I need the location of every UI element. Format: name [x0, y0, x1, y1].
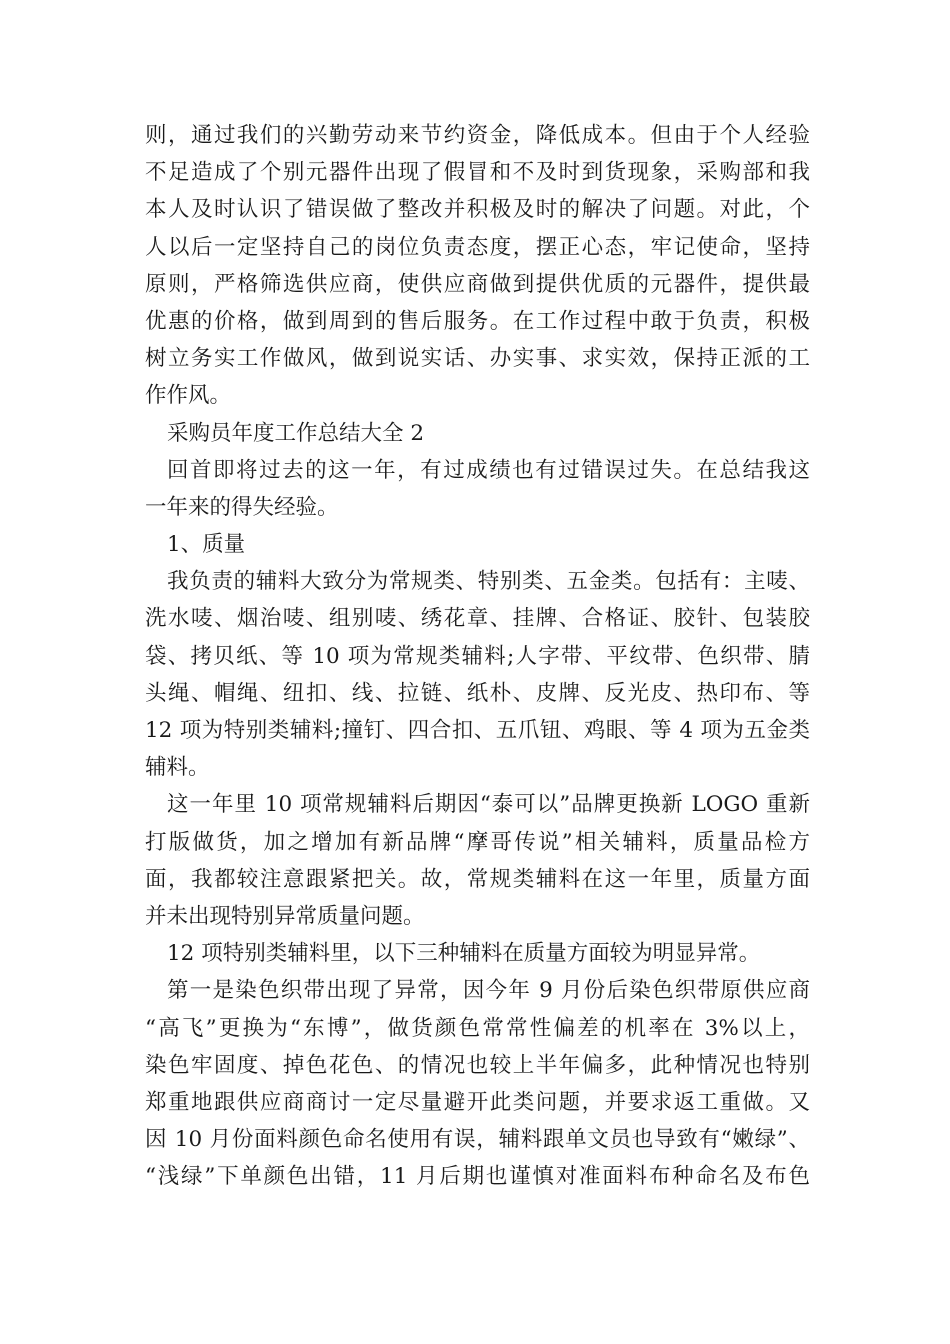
text-line: 袋、拷贝纸、等 10 项为常规类辅料;人字带、平纹带、色织带、腈 — [145, 643, 810, 669]
text-line: 1、质量 — [167, 532, 246, 558]
text-line: 则，通过我们的兴勤劳动来节约资金，降低成本。但由于个人经验 — [145, 123, 810, 148]
text-line: 原则，严格筛选供应商，使供应商做到提供优质的元器件，提供最 — [145, 271, 810, 297]
text-line: 人以后一定坚持自己的岗位负责态度，摆正心态，牢记使命，坚持 — [145, 234, 810, 260]
text-line: 打版做货，加之增加有新品牌“摩哥传说”相关辅料，质量品检方 — [145, 829, 810, 855]
text-line: 本人及时认识了错误做了整改并积极及时的解决了问题。对此，个 — [145, 197, 810, 223]
text-line: “浅绿”下单颜色出错，11 月后期也谨慎对准面料布种命名及布色 — [145, 1164, 810, 1190]
text-line: 我负责的辅料大致分为常规类、特别类、五金类。包括有：主唛、 — [167, 569, 810, 595]
text-line: “高飞”更换为“东博”，做货颜色常常性偏差的机率在 3%以上， — [145, 1015, 810, 1041]
text-line: 采购员年度工作总结大全 2 — [167, 420, 425, 446]
text-line: 树立务实工作做风，做到说实话、办实事、求实效，保持正派的工 — [145, 346, 810, 372]
text-line: 并未出现特别异常质量问题。 — [145, 903, 425, 929]
text-line: 洗水唛、烟治唛、组别唛、绣花章、挂牌、合格证、胶针、包装胶 — [145, 606, 810, 632]
text-line: 郑重地跟供应商商讨一定尽量避开此类问题，并要求返工重做。又 — [145, 1089, 810, 1115]
text-line: 面，我都较注意跟紧把关。故，常规类辅料在这一年里，质量方面 — [145, 866, 810, 892]
text-line: 不足造成了个别元器件出现了假冒和不及时到货现象，采购部和我 — [145, 160, 810, 186]
text-line: 第一是染色织带出现了异常，因今年 9 月份后染色织带原供应商 — [167, 978, 810, 1004]
text-line: 这一年里 10 项常规辅料后期因“泰可以”品牌更换新 LOGO 重新 — [167, 792, 810, 818]
text-line: 12 项为特别类辅料;撞钉、四合扣、五爪钮、鸡眼、等 4 项为五金类 — [145, 718, 810, 743]
text-line: 因 10 月份面料颜色命名使用有误，辅料跟单文员也导致有“嫩绿”、 — [145, 1127, 810, 1153]
text-line: 染色牢固度、掉色花色、的情况也较上半年偏多，此种情况也特别 — [145, 1052, 810, 1078]
text-line: 头绳、帽绳、纽扣、线、拉链、纸朴、皮牌、反光皮、热印布、等 — [145, 680, 810, 706]
text-line: 优惠的价格，做到周到的售后服务。在工作过程中敢于负责，积极 — [145, 308, 810, 334]
text-line: 一年来的得失经验。 — [145, 494, 339, 520]
document-body — [145, 117, 810, 1195]
text-line: 辅料。 — [145, 755, 210, 781]
text-line: 回首即将过去的这一年，有过成绩也有过错误过失。在总结我这 — [167, 457, 810, 483]
text-line: 12 项特别类辅料里，以下三种辅料在质量方面较为明显异常。 — [167, 941, 761, 967]
text-line: 作作风。 — [145, 383, 232, 409]
